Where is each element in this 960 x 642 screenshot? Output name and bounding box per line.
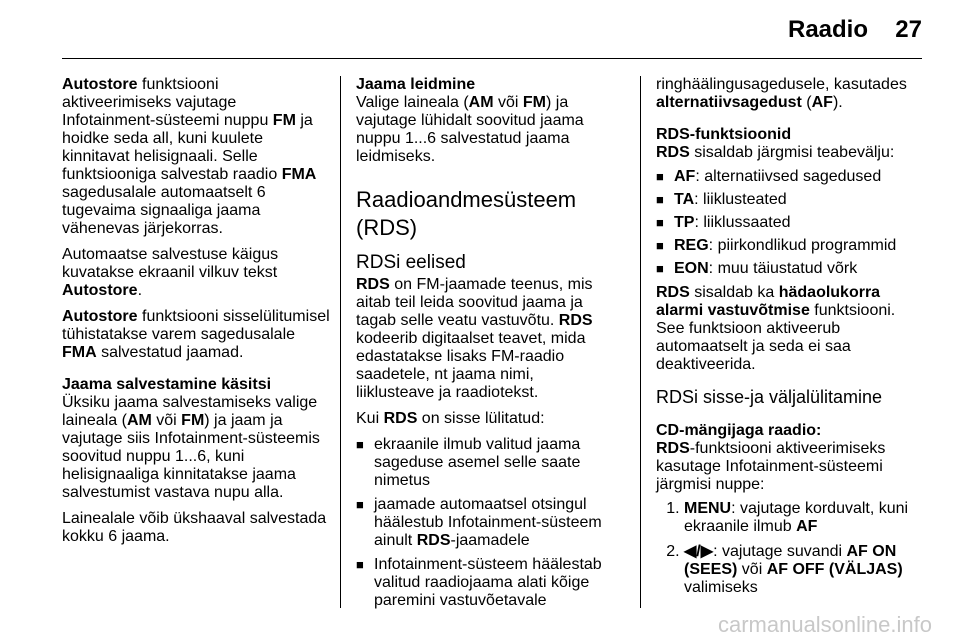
list-item: 1. MENU: vajutage korduvalt, kuni ekraanile ilmub AF <box>684 500 928 536</box>
list-item: ■ REG: piirkondlikud programmid <box>656 237 928 255</box>
arrow-left-right-icon: ◀/▶ <box>684 543 714 560</box>
subheading-rds-functions: RDS-funktsioonid <box>656 126 792 143</box>
paragraph: RDS on FM-jaamade teenus, mis aitab teil leida soovitud jaama ja tagab selle veatu vastuvõtu. RDS kodeerib digitaalset teavet, mida edastatakse lisaks FM-raadio saadetele, nt jaama nimi, liiklusteave ja raadiotekst. <box>356 276 593 401</box>
list-item: ■ ekraanile ilmub valitud jaama sageduse asemel selle saate nimetus <box>356 436 616 490</box>
bullet-list <box>656 168 928 278</box>
list-item: ■ AF: alternatiivsed sagedused <box>656 168 928 186</box>
page-header <box>0 0 960 58</box>
header-divider <box>62 58 922 59</box>
paragraph: RDS sisaldab ka hädaolukorra alarmi vastuvõtmise funktsiooni. See funktsioon aktiveerub automaatselt ja seda ei saa deaktiveerida. <box>656 284 896 373</box>
list-item: ■ TP: liiklussaated <box>656 214 928 232</box>
column-divider-1 <box>340 76 341 608</box>
subsection-heading-rds-benefits: RDSi eelised <box>356 252 466 273</box>
page-title: Raadio <box>787 16 868 43</box>
paragraph: ringhäälingusagedusele, kasutades alternatiivsagedust (AF). <box>656 76 907 111</box>
paragraph: Valige laineala (AM või FM) ja vajutage lühidalt soovitud jaama nuppu 1...6 salvestatud jaama leidmiseks. <box>356 94 584 165</box>
column-right <box>656 76 928 604</box>
list-item: 2. ◀/▶: vajutage suvandi AF ON (SEES) või AF OFF (VÄLJAS) valimiseks <box>684 543 928 597</box>
paragraph: Lainealale võib ükshaaval salvestada kokku 6 jaama. <box>62 510 327 545</box>
column-left <box>62 76 330 554</box>
paragraph: RDS sisaldab järgmisi teabevälju: <box>656 144 895 161</box>
paragraph: Autostore funktsiooni aktiveerimiseks vajutage Infotainment-süsteemi nuppu FM ja hoidke seda all, kuni kuulete kinnitavat helisignaali. Selle funktsiooniga salvestab raadio FMA sagedusalale automaatselt 6 tugevaima signaaliga jaama vähenevas järjekorras. <box>62 76 317 237</box>
page-number: 27 <box>895 16 922 43</box>
paragraph: Kui RDS on sisse lülitatud: <box>356 410 545 427</box>
paragraph: Automaatse salvestuse käigus kuvatakse ekraanil vilkuv tekst Autostore. <box>62 246 279 299</box>
paragraph: Autostore funktsiooni sisselülitumisel tühistatakse varem sagedusalale FMA salvestatud jaamad. <box>62 308 330 361</box>
watermark: carmanualsonline.info <box>717 612 932 637</box>
subheading-cd-radio: CD-mängijaga raadio: <box>656 422 822 439</box>
list-item: ■ EON: muu täiustatud võrk <box>656 260 928 278</box>
numbered-list <box>656 500 928 597</box>
column-divider-2 <box>640 76 641 608</box>
column-middle <box>356 76 616 616</box>
list-item: ■ TA: liiklusteated <box>656 191 928 209</box>
section-heading-rds: Raadioandmesüsteem (RDS) <box>356 187 577 240</box>
paragraph: RDS-funktsiooni aktiveerimiseks kasutage Infotainment-süsteemi järgmisi nuppe: <box>656 440 886 493</box>
list-item: ■ jaamade automaatsel otsingul häälestub Infotainment-süsteem ainult RDS-jaamadele <box>356 496 616 550</box>
subheading-manual-store: Jaama salvestamine käsitsi <box>62 376 272 393</box>
subsection-heading-rds-toggle: RDSi sisse-ja väljalülitamine <box>656 387 883 407</box>
bullet-list <box>356 436 616 610</box>
list-item: ■ Infotainment-süsteem häälestab valitud raadiojaama alati kõige paremini vastuvõetavale <box>356 556 616 610</box>
subheading-find-station: Jaama leidmine <box>356 76 476 93</box>
paragraph: Üksiku jaama salvestamiseks valige laineala (AM või FM) ja jaam ja vajutage siis Infotainment-süsteemis soovitud nuppu 1...6, kuni helisignaaliga kinnitatakse jaama salvestumist vastava nupu alla. <box>62 394 320 501</box>
